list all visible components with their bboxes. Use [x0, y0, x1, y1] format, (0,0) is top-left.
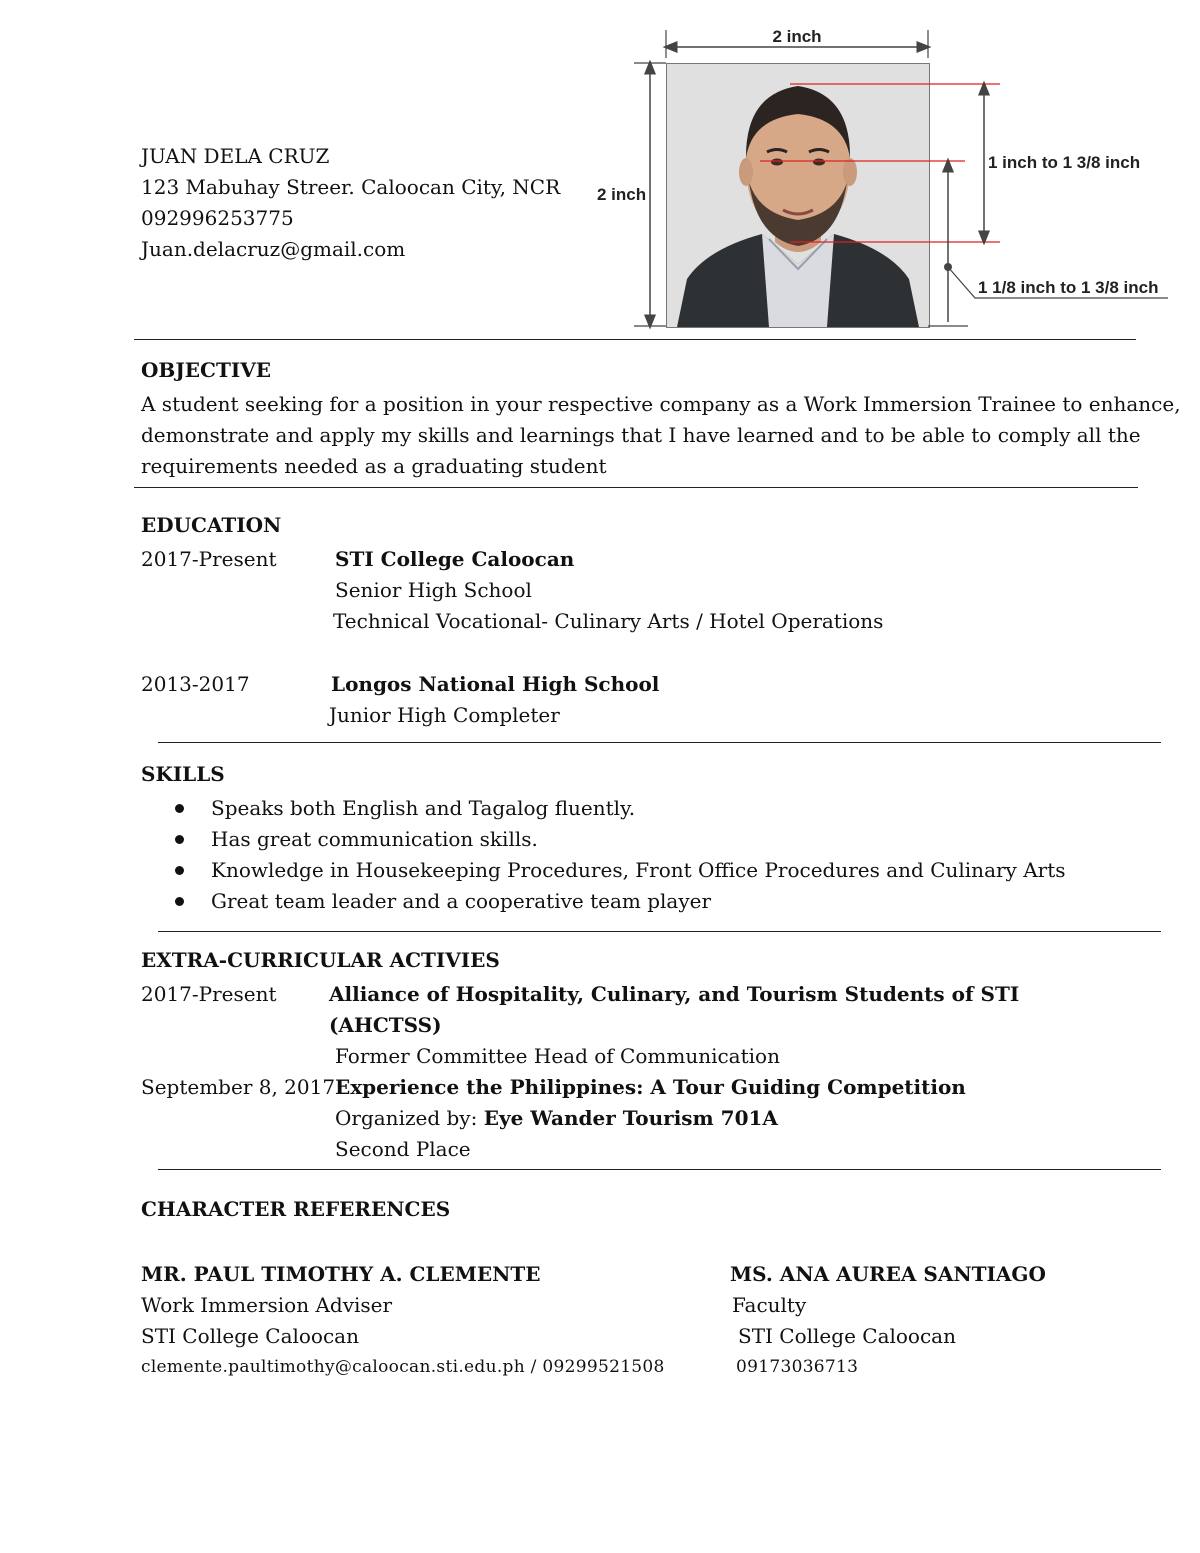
objective-heading: OBJECTIVE	[141, 358, 271, 382]
activity-result: Second Place	[335, 1137, 471, 1161]
reference-name: MR. PAUL TIMOTHY A. CLEMENTE	[141, 1262, 541, 1286]
references-heading: CHARACTER REFERENCES	[141, 1197, 451, 1221]
objective-line: demonstrate and apply my skills and learnings that I have learned and to be able to comply all the	[141, 423, 1141, 447]
divider	[158, 742, 1161, 743]
reference-name: MS. ANA AUREA SANTIAGO	[730, 1262, 1046, 1286]
photo-measurement-guide	[590, 20, 1190, 340]
reference-contact: 09173036713	[736, 1357, 859, 1377]
photo-height-label: 2 inch	[597, 185, 647, 204]
divider	[158, 1169, 1161, 1170]
education-detail: Senior High School	[335, 578, 532, 602]
reference-contact: clemente.paultimothy@caloocan.sti.edu.ph / 09299521508	[141, 1357, 665, 1377]
bullet-icon	[175, 804, 184, 813]
divider	[158, 931, 1161, 932]
eye-height-label: 1 1/8 inch to 1 3/8 inch	[978, 278, 1159, 297]
skill-item: Knowledge in Housekeeping Procedures, Front Office Procedures and Culinary Arts	[211, 858, 1066, 882]
education-heading: EDUCATION	[141, 513, 282, 537]
face-size-label: 1 inch to 1 3/8 inch	[988, 153, 1141, 172]
activity-title: Experience the Philippines: A Tour Guiding Competition	[335, 1075, 966, 1099]
applicant-address: 123 Mabuhay Streer. Caloocan City, NCR	[141, 175, 561, 199]
applicant-phone: 092996253775	[141, 206, 294, 230]
organizer-name: Eye Wander Tourism 701A	[483, 1106, 778, 1130]
divider	[134, 487, 1138, 488]
applicant-email: Juan.delacruz@gmail.com	[141, 237, 406, 261]
education-detail: Junior High Completer	[329, 703, 560, 727]
activity-organizer	[335, 1103, 778, 1134]
bullet-icon	[175, 835, 184, 844]
activity-role: Former Committee Head of Communication	[335, 1044, 780, 1068]
activity-period: September 8, 2017	[141, 1075, 336, 1099]
skill-item: Has great communication skills.	[211, 827, 538, 851]
skill-item: Speaks both English and Tagalog fluently.	[211, 796, 636, 820]
activity-period: 2017-Present	[141, 982, 277, 1006]
bullet-icon	[175, 866, 184, 875]
reference-position: Faculty	[732, 1293, 807, 1317]
applicant-name: JUAN DELA CRUZ	[141, 144, 330, 168]
extra-heading: EXTRA-CURRICULAR ACTIVIES	[141, 948, 500, 972]
education-period: 2017-Present	[141, 547, 277, 571]
activity-title: Alliance of Hospitality, Culinary, and Tourism Students of STI	[329, 982, 1020, 1006]
divider	[134, 339, 1136, 340]
reference-org: STI College Caloocan	[141, 1324, 359, 1348]
education-school: Longos National High School	[331, 672, 660, 696]
bullet-icon	[175, 897, 184, 906]
skill-item: Great team leader and a cooperative team player	[211, 889, 712, 913]
photo-width-label: 2 inch	[772, 27, 822, 46]
education-detail: Technical Vocational- Culinary Arts / Hotel Operations	[333, 609, 884, 633]
objective-line: requirements needed as a graduating student	[141, 454, 607, 478]
reference-org: STI College Caloocan	[738, 1324, 956, 1348]
education-period: 2013-2017	[141, 672, 250, 696]
objective-line: A student seeking for a position in your respective company as a Work Immersion Trainee to enhance,	[141, 392, 1181, 416]
organizer-prefix: Organized by:	[335, 1106, 484, 1130]
skills-heading: SKILLS	[141, 762, 225, 786]
reference-position: Work Immersion Adviser	[141, 1293, 393, 1317]
activity-title: (AHCTSS)	[329, 1013, 442, 1037]
education-school: STI College Caloocan	[335, 547, 575, 571]
